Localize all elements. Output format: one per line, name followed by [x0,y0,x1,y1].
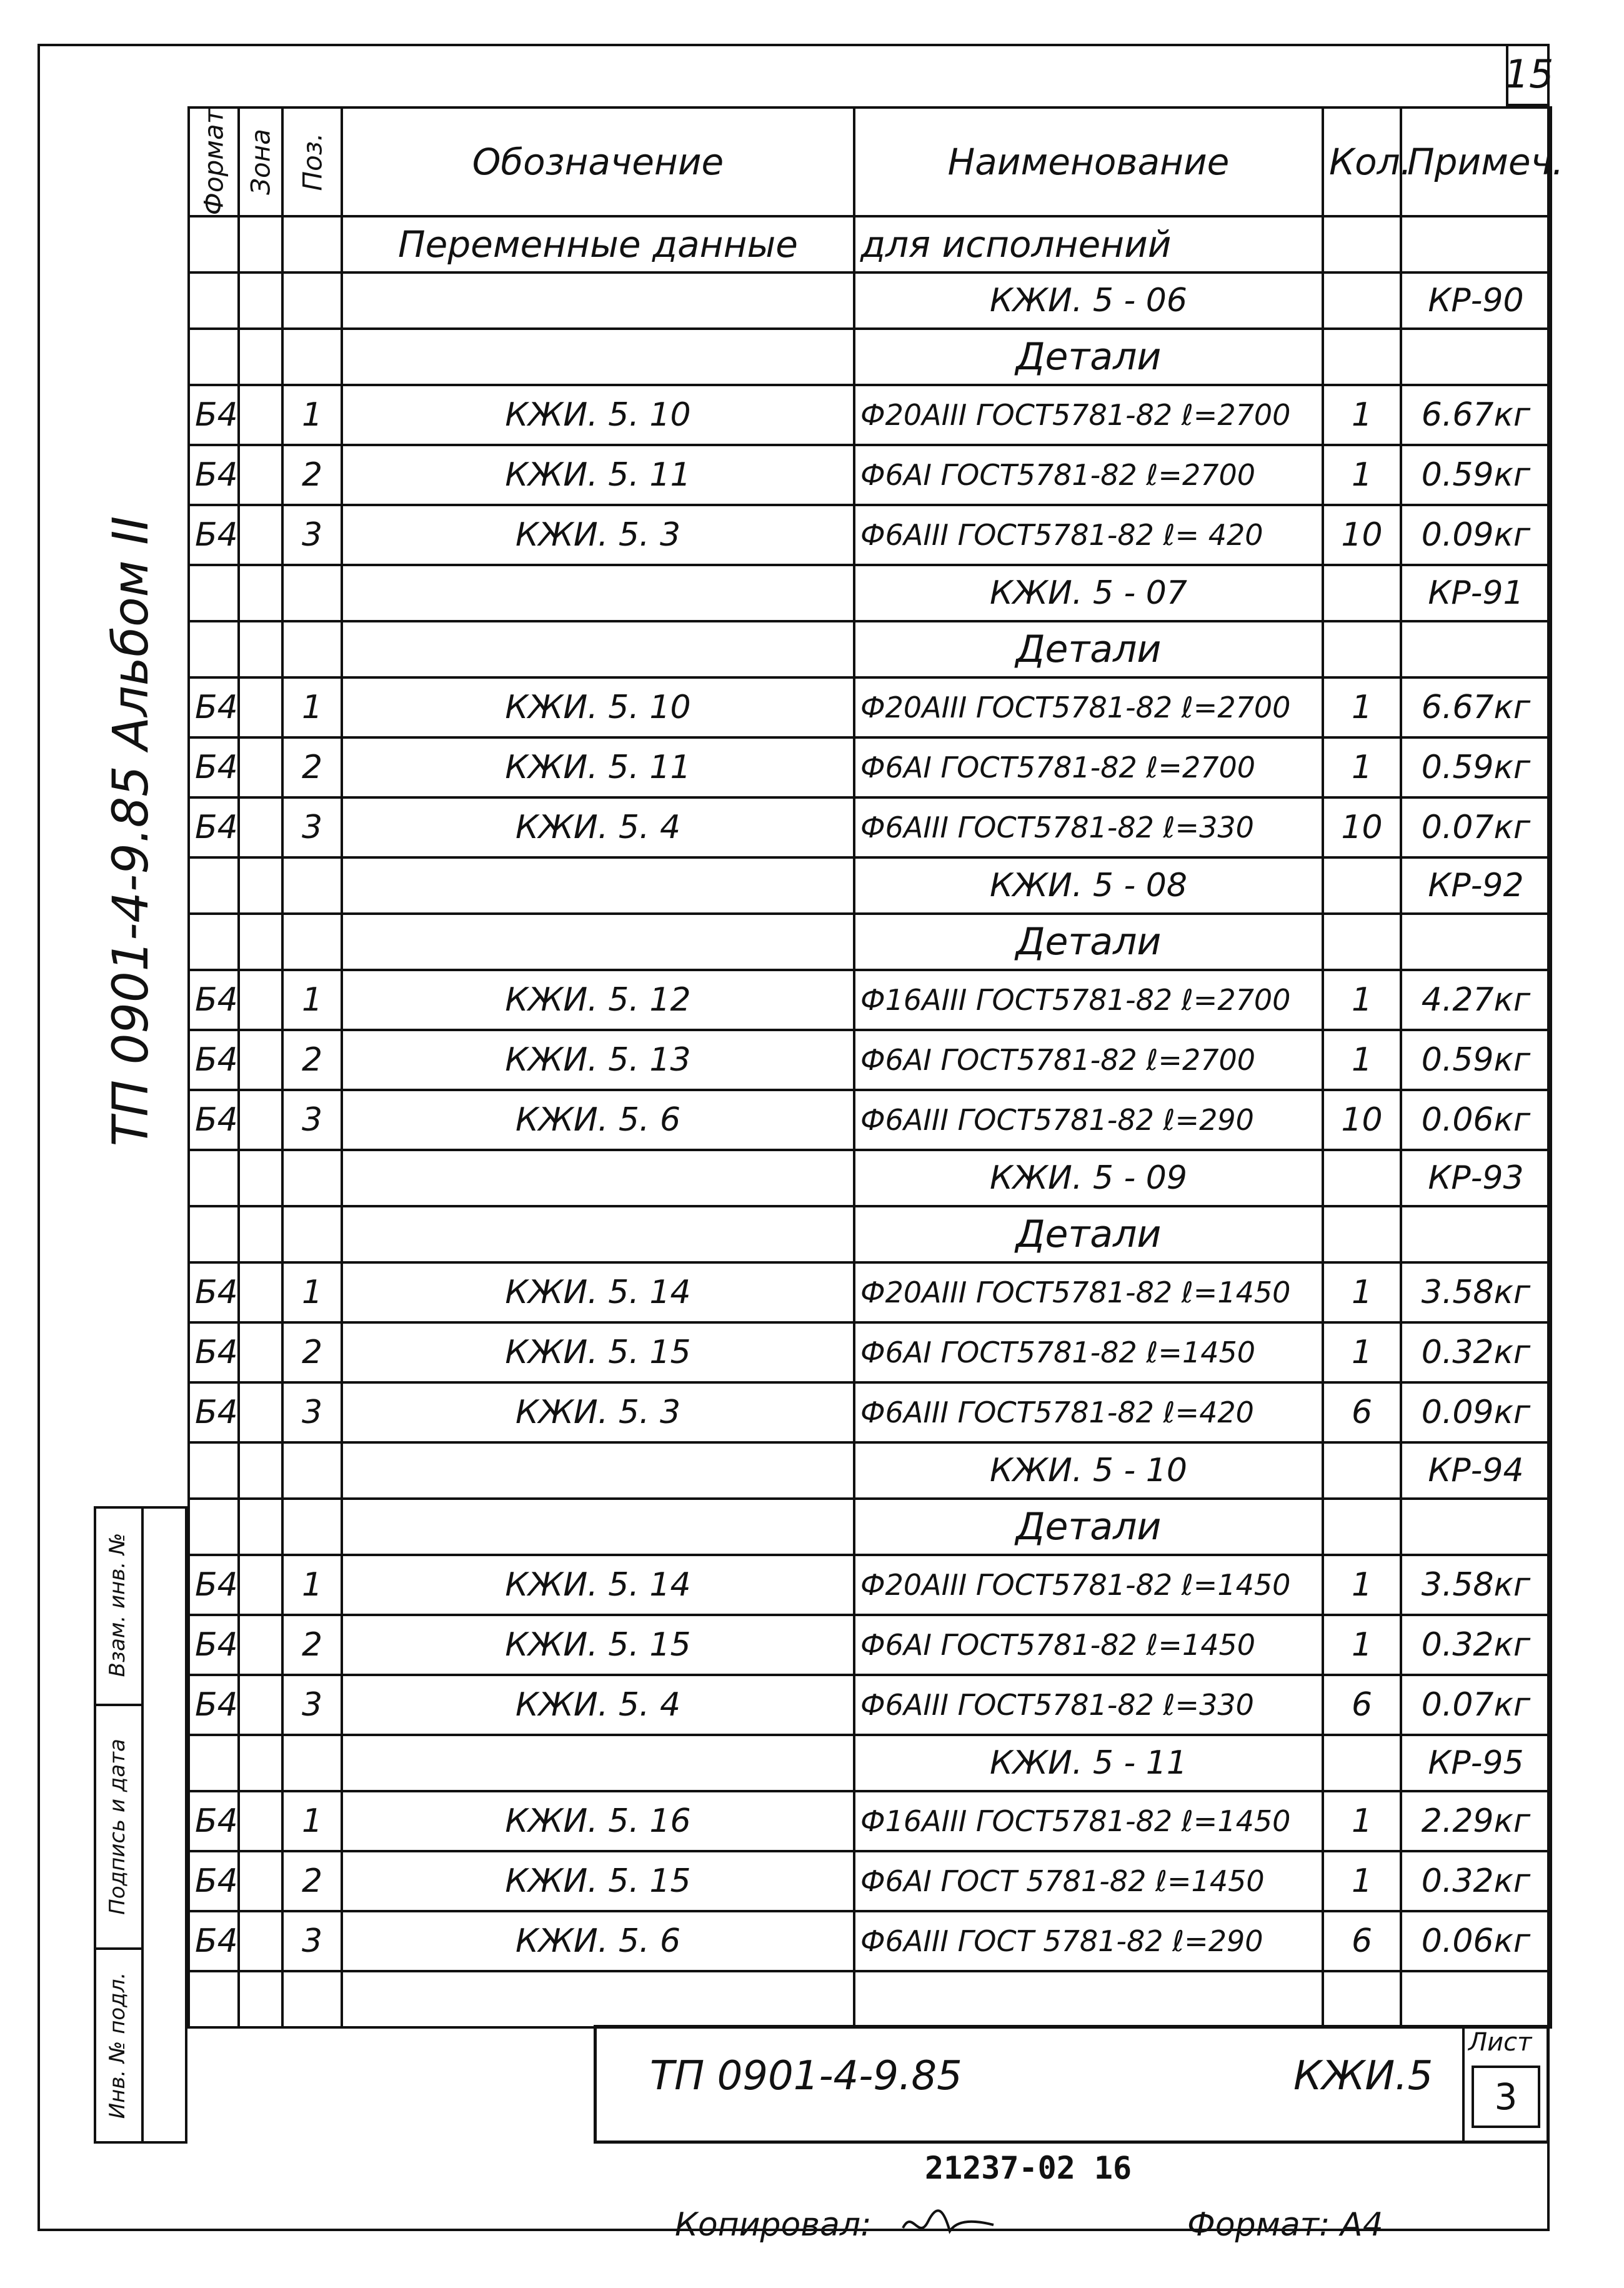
cell-pos: 1 [282,1791,342,1851]
blank-row [189,1971,1551,2027]
cell-designation: КЖИ. 5. 13 [342,1030,854,1090]
cell-qty [1323,565,1401,621]
cell-format: Б4 [189,1911,239,1971]
table-body [189,216,1551,2027]
cell-format [189,565,239,621]
cell-qty: 1 [1323,737,1401,797]
sheet-number: 3 [1472,2066,1540,2128]
cell-zone [239,1555,282,1615]
cell-section-name: Детали [854,621,1323,677]
cell-zone [239,857,282,914]
cell-name: Ф6АIII ГОСТ5781-82 ℓ=420 [854,1382,1323,1442]
cell-designation [342,1150,854,1206]
cell-pos [282,1735,342,1791]
table-row [189,1322,1551,1382]
cell-note: 0.59кг [1401,445,1551,505]
cell-empty [239,1971,282,2027]
cell-qty [1323,857,1401,914]
cell-pos: 1 [282,677,342,737]
cell-name: Ф6АIII ГОСТ5781-82 ℓ=330 [854,797,1323,857]
cell-designation: КЖИ. 5. 10 [342,385,854,445]
cell-note [1401,621,1551,677]
cell-format: Б4 [189,1322,239,1382]
cell-qty: 6 [1323,1675,1401,1735]
cell-zone [239,1262,282,1322]
cell-name: Ф6АI ГОСТ5781-82 ℓ=1450 [854,1615,1323,1675]
cell-variant-name: КЖИ. 5 - 09 [854,1150,1323,1206]
cell-pos: 3 [282,505,342,565]
cell-name: Ф6АI ГОСТ5781-82 ℓ=2700 [854,445,1323,505]
variant-row [189,565,1551,621]
cell-empty [854,1971,1323,2027]
cell-name: Ф6АI ГОСТ 5781-82 ℓ=1450 [854,1851,1323,1911]
cell-zone [239,621,282,677]
cell-pos: 3 [282,797,342,857]
cell-format: Б4 [189,677,239,737]
cell-pos: 2 [282,1615,342,1675]
cell-note: 3.58кг [1401,1555,1551,1615]
cell-note [1401,1206,1551,1262]
col-zone-header: Зона [239,107,282,216]
cell-format: Б4 [189,1030,239,1090]
cell-note: 6.67кг [1401,677,1551,737]
side-cell-signature-date: Подпись и дата [94,1706,144,1950]
cell-qty: 1 [1323,1615,1401,1675]
cell-format: Б4 [189,1382,239,1442]
cell-pos [282,1442,342,1499]
cell-zone [239,1206,282,1262]
cell-format: Б4 [189,1555,239,1615]
cell-qty [1323,1206,1401,1262]
cell-zone [239,385,282,445]
cell-format [189,857,239,914]
cell-format [189,1206,239,1262]
cell-name: Ф20АIII ГОСТ5781-82 ℓ=1450 [854,1262,1323,1322]
cell-name: Ф6АI ГОСТ5781-82 ℓ=2700 [854,737,1323,797]
cell-zone [239,677,282,737]
cell-zone [239,445,282,505]
table-row [189,1262,1551,1322]
cell-zone [239,970,282,1030]
cell-format [189,329,239,385]
side-cell-vzam-inv: Взам. инв. № [94,1506,144,1706]
cell-designation: КЖИ. 5. 3 [342,505,854,565]
cell-variant-name: КЖИ. 5 - 11 [854,1735,1323,1791]
cell-qty: 1 [1323,445,1401,505]
cell-qty: 1 [1323,677,1401,737]
cell-zone [239,1322,282,1382]
cell-note: 0.09кг [1401,505,1551,565]
cell-note: 0.07кг [1401,797,1551,857]
cell-empty [282,1971,342,2027]
cell-designation [342,272,854,329]
cell-pos: 3 [282,1675,342,1735]
cell-note: 6.67кг [1401,385,1551,445]
cell-note: 4.27кг [1401,970,1551,1030]
cell-designation: КЖИ. 5. 15 [342,1851,854,1911]
section-row [189,621,1551,677]
cell-pos: 2 [282,737,342,797]
table-row [189,1555,1551,1615]
cell-pos: 3 [282,1911,342,1971]
cell-qty: 6 [1323,1911,1401,1971]
section-row [189,1206,1551,1262]
cell-name: Ф16АIII ГОСТ5781-82 ℓ=1450 [854,1791,1323,1851]
cell-designation: КЖИ. 5. 14 [342,1262,854,1322]
col-format-header: Формат [189,107,239,216]
cell-zone [239,1911,282,1971]
col-name-header: Наименование [854,107,1323,216]
cell-zone [239,1615,282,1675]
cell-format [189,1150,239,1206]
cell-zone [239,914,282,970]
cell-pos: 3 [282,1090,342,1150]
table-row [189,1382,1551,1442]
variant-row [189,857,1551,914]
cell-pos: 1 [282,385,342,445]
cell-qty: 10 [1323,1090,1401,1150]
cell-format: Б4 [189,1090,239,1150]
cell-note: КР-94 [1401,1442,1551,1499]
cell-designation: КЖИ. 5. 11 [342,445,854,505]
cell-note: 0.06кг [1401,1090,1551,1150]
cell-section-name: Детали [854,1206,1323,1262]
cell-note: 0.32кг [1401,1322,1551,1382]
cell-designation: КЖИ. 5. 15 [342,1615,854,1675]
cell-qty [1323,272,1401,329]
cell-note: 0.07кг [1401,1675,1551,1735]
cell-name: Ф6АIII ГОСТ5781-82 ℓ=330 [854,1675,1323,1735]
cell-qty [1323,1499,1401,1555]
cell-name: Ф20АIII ГОСТ5781-82 ℓ=2700 [854,385,1323,445]
cell-zone [239,1735,282,1791]
copier-signature [900,2203,1000,2247]
cell-note: КР-93 [1401,1150,1551,1206]
cell-designation: КЖИ. 5. 11 [342,737,854,797]
cell-zone [239,1030,282,1090]
sheet-label: Лист [1468,2028,1532,2057]
col-qty-header: Кол. [1323,107,1401,216]
cell-name: Ф6АI ГОСТ5781-82 ℓ=1450 [854,1322,1323,1382]
cell-note [1401,329,1551,385]
cell-variant-name: КЖИ. 5 - 07 [854,565,1323,621]
cell-format: Б4 [189,1791,239,1851]
cell-format [189,1499,239,1555]
cell-format [189,272,239,329]
cell-zone [239,797,282,857]
cell-format: Б4 [189,505,239,565]
cell-section-name: Детали [854,329,1323,385]
cell-designation: КЖИ. 5. 6 [342,1911,854,1971]
cell-pos: 2 [282,445,342,505]
cell-designation [342,329,854,385]
cell-designation: КЖИ. 5. 14 [342,1555,854,1615]
cell-note [1401,1499,1551,1555]
cell-note: 0.32кг [1401,1851,1551,1911]
cell-pos [282,565,342,621]
cell-qty: 1 [1323,1555,1401,1615]
cell-note: КР-92 [1401,857,1551,914]
cell-designation [342,1442,854,1499]
stamp-document-code: КЖИ.5 [1293,2053,1433,2099]
col-designation-header: Обозначение [342,107,854,216]
title-row-right: для исполнений [854,216,1323,272]
cell-zone [239,1382,282,1442]
variant-row [189,272,1551,329]
cell-note: 0.59кг [1401,737,1551,797]
specification-table [187,106,1564,2029]
cell-zone [239,1791,282,1851]
cell-format: Б4 [189,1675,239,1735]
cell-qty: 6 [1323,1382,1401,1442]
cell-pos [282,1206,342,1262]
cell-note: 2.29кг [1401,1791,1551,1851]
cell-note: 0.09кг [1401,1382,1551,1442]
cell-format [189,1735,239,1791]
cell-variant-name: КЖИ. 5 - 08 [854,857,1323,914]
cell-note: 0.59кг [1401,1030,1551,1090]
cell-name: Ф20АIII ГОСТ5781-82 ℓ=2700 [854,677,1323,737]
cell-format [189,621,239,677]
section-row [189,1499,1551,1555]
table-row [189,970,1551,1030]
table-row [189,1030,1551,1090]
cell-pos [282,1499,342,1555]
cell-designation [342,914,854,970]
cell-pos: 2 [282,1030,342,1090]
table-row [189,505,1551,565]
cell-note: 0.32кг [1401,1615,1551,1675]
cell-qty: 1 [1323,1791,1401,1851]
cell-empty [342,1971,854,2027]
cell-pos: 2 [282,1851,342,1911]
cell-variant-name: КЖИ. 5 - 06 [854,272,1323,329]
table-row [189,1090,1551,1150]
page-number: 15 [1506,44,1550,106]
cell-qty: 1 [1323,385,1401,445]
variant-row [189,1150,1551,1206]
cell-note: КР-90 [1401,272,1551,329]
cell-section-name: Детали [854,1499,1323,1555]
cell-note [1401,914,1551,970]
cell-qty: 10 [1323,505,1401,565]
cell-designation: КЖИ. 5. 12 [342,970,854,1030]
cell-format: Б4 [189,737,239,797]
cell-qty: 1 [1323,1851,1401,1911]
cell-designation: КЖИ. 5. 15 [342,1322,854,1382]
vertical-album-title: ТП 0901-4-9.85 Альбом II [103,516,159,1147]
cell-section-name: Детали [854,914,1323,970]
cell-format: Б4 [189,385,239,445]
title-row [189,216,1551,272]
table-row [189,1675,1551,1735]
cell-designation: КЖИ. 5. 16 [342,1791,854,1851]
cell-qty: 1 [1323,1030,1401,1090]
cell-variant-name: КЖИ. 5 - 10 [854,1442,1323,1499]
cell-format [189,914,239,970]
cell-pos: 2 [282,1322,342,1382]
cell-pos [282,914,342,970]
table-row [189,1615,1551,1675]
cell-note: КР-95 [1401,1735,1551,1791]
cell-qty: 10 [1323,797,1401,857]
cell-designation: КЖИ. 5. 6 [342,1090,854,1150]
cell-pos [282,272,342,329]
cell-zone [239,737,282,797]
cell-qty [1323,329,1401,385]
cell-name: Ф6АIII ГОСТ5781-82 ℓ=290 [854,1090,1323,1150]
table-row [189,797,1551,857]
cell-designation [342,1735,854,1791]
cell-designation: КЖИ. 5. 4 [342,797,854,857]
table-row [189,385,1551,445]
cell-note: 3.58кг [1401,1262,1551,1322]
side-cell-inv-podl: Инв. № подл. [94,1950,144,2144]
col-note-header: Примеч. [1401,107,1551,216]
cell-format: Б4 [189,1615,239,1675]
cell-format: Б4 [189,797,239,857]
cell-qty [1323,914,1401,970]
variant-row [189,1442,1551,1499]
cell-zone [239,272,282,329]
cell-qty: 1 [1323,1262,1401,1322]
cell-format: Б4 [189,445,239,505]
stamp-project-code: ТП 0901-4-9.85 [650,2053,962,2099]
cell-designation [342,565,854,621]
cell-pos: 3 [282,1382,342,1442]
variant-row [189,1735,1551,1791]
cell-zone [239,505,282,565]
table-row [189,445,1551,505]
cell-pos [282,329,342,385]
cell-zone [239,329,282,385]
cell-zone [239,1442,282,1499]
cell-zone [239,1150,282,1206]
table-row [189,1911,1551,1971]
cell-empty [1401,1971,1551,2027]
cell-note: 0.06кг [1401,1911,1551,1971]
cell-format: Б4 [189,1262,239,1322]
cell-empty [1323,1971,1401,2027]
cell-pos [282,857,342,914]
copied-by-label: Копировал: [675,2206,872,2244]
cell-zone [239,1675,282,1735]
table-row [189,737,1551,797]
table-row [189,677,1551,737]
cell-pos: 1 [282,1262,342,1322]
cell-format [189,1442,239,1499]
table-row [189,1851,1551,1911]
cell-designation [342,1206,854,1262]
cell-pos [282,621,342,677]
cell-note: КР-91 [1401,565,1551,621]
cell-name: Ф6АIII ГОСТ 5781-82 ℓ=290 [854,1911,1323,1971]
cell-name: Ф16АIII ГОСТ5781-82 ℓ=2700 [854,970,1323,1030]
cell-designation: КЖИ. 5. 3 [342,1382,854,1442]
cell-designation: КЖИ. 5. 10 [342,677,854,737]
cell-pos: 1 [282,970,342,1030]
cell-format: Б4 [189,970,239,1030]
cell-qty [1323,1735,1401,1791]
cell-name: Ф6АIII ГОСТ5781-82 ℓ= 420 [854,505,1323,565]
cell-name: Ф6АI ГОСТ5781-82 ℓ=2700 [854,1030,1323,1090]
title-row-left: Переменные данные [342,216,854,272]
cell-empty [189,1971,239,2027]
cell-designation [342,857,854,914]
section-row [189,914,1551,970]
cell-designation [342,621,854,677]
cell-name: Ф20АIII ГОСТ5781-82 ℓ=1450 [854,1555,1323,1615]
cell-zone [239,565,282,621]
order-number: 21237-02 16 [925,2150,1132,2186]
cell-qty [1323,621,1401,677]
cell-zone [239,1499,282,1555]
cell-qty: 1 [1323,1322,1401,1382]
cell-zone [239,1851,282,1911]
cell-zone [239,1090,282,1150]
section-row [189,329,1551,385]
col-pos-header: Поз. [282,107,342,216]
cell-qty [1323,1150,1401,1206]
paper-format: Формат: А4 [1187,2206,1383,2244]
cell-pos: 1 [282,1555,342,1615]
cell-format: Б4 [189,1851,239,1911]
cell-designation [342,1499,854,1555]
cell-designation: КЖИ. 5. 4 [342,1675,854,1735]
table-header [189,107,1551,216]
cell-pos [282,1150,342,1206]
table-row [189,1791,1551,1851]
cell-qty: 1 [1323,970,1401,1030]
cell-qty [1323,1442,1401,1499]
